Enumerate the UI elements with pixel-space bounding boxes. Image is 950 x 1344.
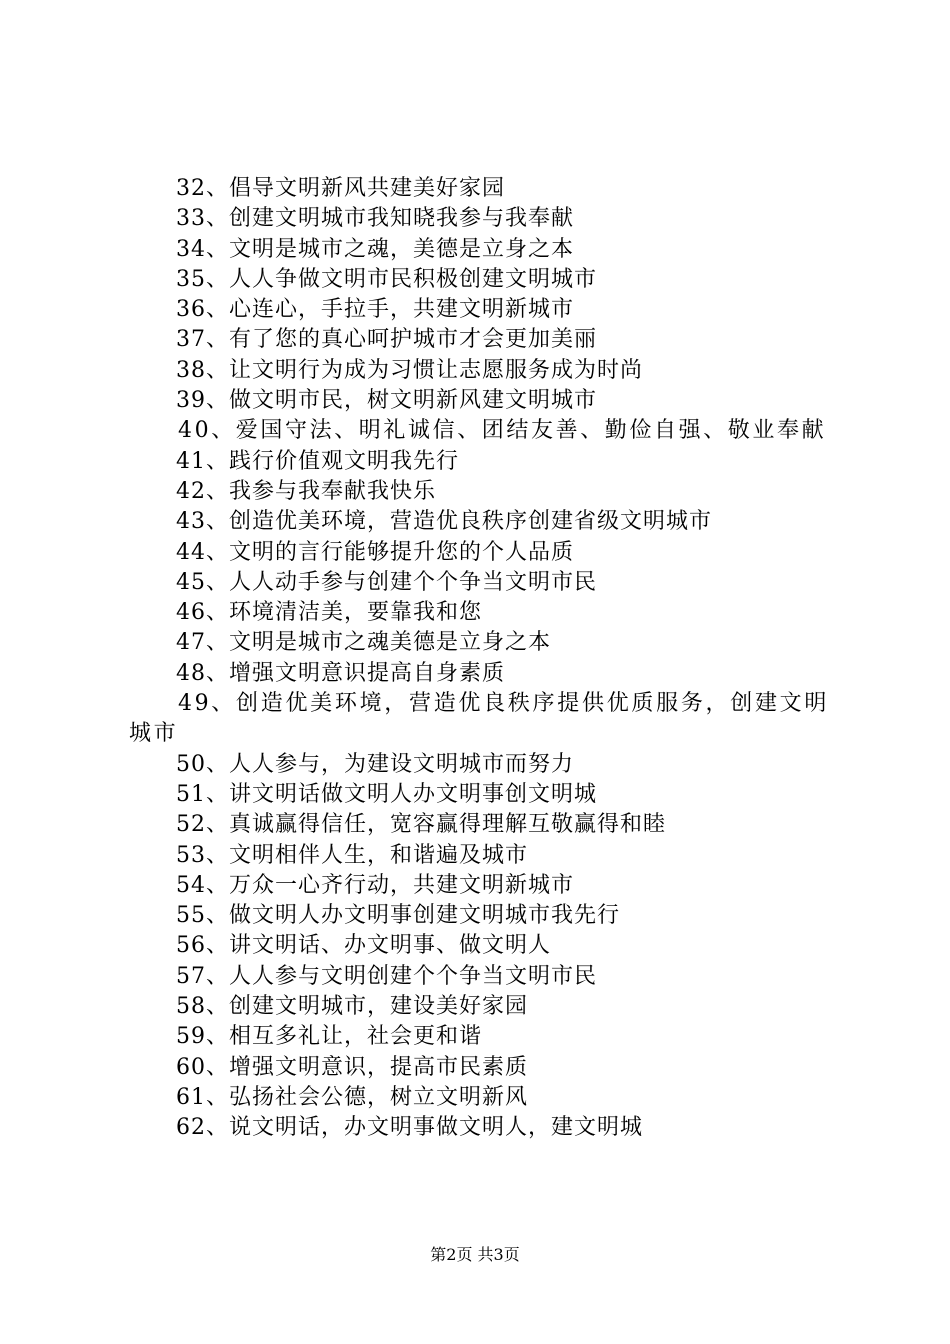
page-footer: 第2页 共3页 <box>430 1245 520 1264</box>
list-item: 55、做文明人办文明事创建文明城市我先行 <box>176 903 620 929</box>
list-item: 34、文明是城市之魂，美德是立身之本 <box>176 236 574 262</box>
slogan-list <box>129 174 829 1144</box>
list-item: 54、万众一心齐行动，共建文明新城市 <box>176 872 574 898</box>
list-item: 61、弘扬社会公德，树立文明新风 <box>176 1084 528 1110</box>
list-item: 60、增强文明意识，提高市民素质 <box>176 1054 528 1080</box>
list-item: 38、让文明行为成为习惯让志愿服务成为时尚 <box>176 357 643 383</box>
list-item: 50、人人参与，为建设文明城市而努力 <box>176 751 574 777</box>
list-item: 62、说文明话，办文明事做文明人，建文明城 <box>176 1115 643 1141</box>
list-item: 59、相互多礼让，社会更和谐 <box>176 1024 482 1050</box>
list-item: 41、践行价值观文明我先行 <box>176 448 459 474</box>
list-item: 48、增强文明意识提高自身素质 <box>176 660 505 686</box>
list-item: 43、创造优美环境，营造优良秩序创建省级文明城市 <box>176 509 712 535</box>
list-item: 35、人人争做文明市民积极创建文明城市 <box>176 266 597 292</box>
list-item: 52、真诚赢得信任，宽容赢得理解互敬赢得和睦 <box>176 812 666 838</box>
list-item: 36、心连心，手拉手，共建文明新城市 <box>176 297 574 323</box>
list-item: 57、人人参与文明创建个个争当文明市民 <box>176 963 597 989</box>
list-item: 49、创造优美环境，营造优良秩序提供优质服务，创建文明城市 <box>129 691 829 747</box>
list-item: 37、有了您的真心呵护城市才会更加美丽 <box>176 327 597 353</box>
list-item: 58、创建文明城市，建设美好家园 <box>176 994 528 1020</box>
list-item: 51、讲文明话做文明人办文明事创文明城 <box>176 781 597 807</box>
list-item: 53、文明相伴人生，和谐遍及城市 <box>176 842 528 868</box>
list-item: 40、爱国守法、明礼诚信、团结友善、勤俭自强、敬业奉献 <box>178 418 827 444</box>
list-item: 45、人人动手参与创建个个争当文明市民 <box>176 569 597 595</box>
list-item: 32、倡导文明新风共建美好家园 <box>176 176 505 201</box>
list-item: 44、文明的言行能够提升您的个人品质 <box>176 539 574 565</box>
list-item: 46、环境清洁美，要靠我和您 <box>176 600 482 626</box>
list-item: 42、我参与我奉献我快乐 <box>176 478 436 504</box>
list-item: 39、做文明市民，树文明新风建文明城市 <box>176 388 597 414</box>
list-item: 56、讲文明话、办文明事、做文明人 <box>176 933 551 959</box>
list-item: 33、创建文明城市我知晓我参与我奉献 <box>176 206 574 232</box>
list-item: 47、文明是城市之魂美德是立身之本 <box>176 630 551 656</box>
